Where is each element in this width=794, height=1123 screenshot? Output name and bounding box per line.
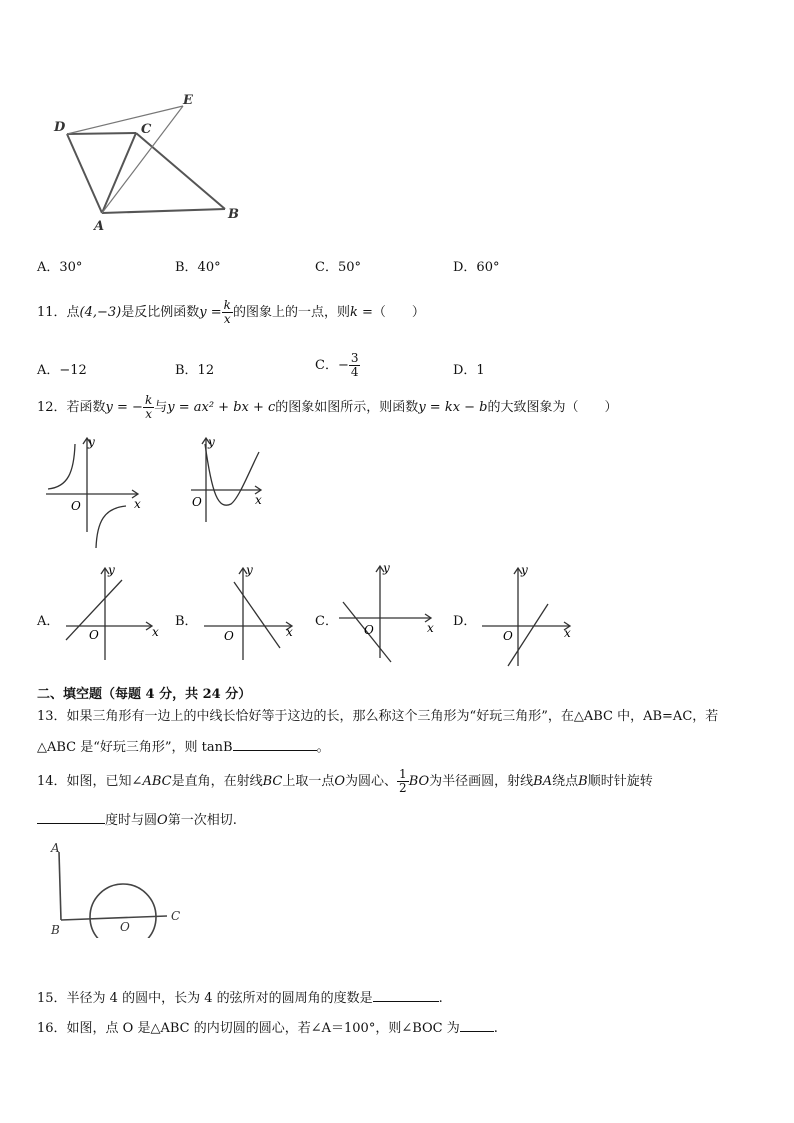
q14-o2: O (157, 813, 168, 828)
q13-line1: 13．如果三角形有一边上的中线长恰好等于这边的长，那么称这个三角形为“好玩三角形”，在△ABC 中，AB=AC，若 (37, 709, 719, 724)
q14-ba: BA (533, 774, 553, 789)
q12-option-d-graph[interactable] (478, 562, 588, 672)
q14-part4: 为圆心、 (345, 774, 398, 789)
q10-figure (50, 88, 250, 238)
q11-question (37, 298, 425, 328)
q14-bc: BC (262, 774, 283, 789)
q12-d-x: x (564, 626, 571, 640)
q12-b-y: y (246, 563, 253, 577)
q13-line2-prefix: △ABC 是“好玩三角形”，则 tanB (37, 740, 233, 755)
q11-k: k (349, 305, 358, 320)
q12-suffix: 的大致图象为（ ） (487, 400, 618, 415)
section-fill-blank-title: 二、填空题（每题 4 分，共 24 分） (37, 687, 252, 702)
q14-line2-end: 第一次相切. (167, 813, 237, 828)
q10-option-d[interactable]: D．60° (453, 260, 500, 275)
q14-line2 (37, 811, 237, 829)
q14-bo: BO (408, 774, 430, 789)
q16-prefix: 16．如图，点 O 是△ABC 的内切圆的圆心，若∠A＝100°，则∠BOC 为 (37, 1021, 460, 1036)
q10-option-b[interactable]: B．40° (175, 260, 221, 275)
label-E: E (183, 93, 193, 108)
q12-f1-den: x (145, 407, 152, 421)
q12-a-x: x (152, 625, 159, 639)
q14-part5: 为半径画圆，射线 (429, 774, 534, 789)
q12-a-y: y (108, 563, 115, 577)
q12-mid: 的图象如图所示，则函数 (275, 400, 419, 415)
q12-c-y: y (383, 561, 390, 575)
q11-end: =（ ） (357, 305, 425, 320)
q11-option-d[interactable]: D．1 (453, 363, 485, 378)
q12-option-a-label[interactable]: A． (37, 614, 60, 629)
q11-frac-den: x (223, 312, 231, 326)
q11-fraction (222, 299, 233, 326)
q12-d-o: O (503, 629, 513, 643)
q11-frac-num: k (223, 298, 231, 312)
q11-point: (4,−3) (79, 305, 122, 320)
q14-part6: 绕点 (552, 774, 579, 789)
q10-option-c[interactable]: C．50° (315, 260, 361, 275)
q12-f2: y = ax² + bx + c (167, 400, 276, 415)
label-B: B (228, 207, 239, 222)
q14-fraction (397, 768, 409, 795)
q14-label-O: O (120, 920, 130, 934)
q12-g2-x: x (255, 493, 262, 507)
q14-line2-suffix: 度时与圆 (105, 813, 158, 828)
q11-option-c-fraction (349, 352, 361, 379)
q16-answer-blank[interactable] (460, 1019, 494, 1032)
q11-func-lhs: y = (199, 305, 222, 320)
q12-g2-o: O (192, 495, 202, 509)
q15-question (37, 989, 443, 1007)
q15-suffix: . (438, 991, 443, 1006)
q12-b-x: x (286, 625, 293, 639)
q14-figure (45, 838, 195, 938)
q12-f1-fraction (143, 394, 154, 421)
q14-label-B: B (51, 923, 60, 937)
q12-question (37, 393, 618, 423)
q12-option-d-label[interactable]: D． (453, 614, 477, 629)
q14-line1 (37, 766, 653, 798)
q10-option-a[interactable]: A．30° (37, 260, 83, 275)
q12-g2-y: y (208, 435, 215, 449)
q12-with: 与 (154, 400, 168, 415)
q12-g1-o: O (71, 499, 81, 513)
q14-o: O (334, 774, 346, 789)
q11-prefix: 11．点 (37, 305, 80, 320)
q12-g1-x: x (134, 497, 141, 511)
q14-label-C: C (171, 909, 181, 923)
q12-option-c-graph[interactable] (335, 560, 445, 670)
q12-d-y: y (521, 563, 528, 577)
q12-f1-lhs: y = − (105, 400, 143, 415)
q11-mid: 是反比例函数 (121, 305, 200, 320)
q14-frac-den: 2 (399, 781, 407, 795)
label-C: C (141, 122, 152, 137)
q12-a-o: O (89, 628, 99, 642)
q14-part2: 是直角，在射线 (171, 774, 263, 789)
q11-option-c-prefix: C．− (315, 358, 349, 373)
q11-option-a[interactable]: A．−12 (37, 363, 87, 378)
q12-f1-num: k (144, 393, 153, 407)
q14-part7: 顺时针旋转 (587, 774, 653, 789)
q14-frac-num: 1 (399, 767, 407, 781)
label-A: A (94, 219, 105, 234)
q13-line2-suffix: 。 (316, 740, 330, 755)
q12-parabola-graph (185, 432, 275, 532)
q14-label-A: A (51, 841, 60, 855)
q14-part1: 14．如图，已知 (37, 774, 132, 789)
q14-part3: 上取一点 (282, 774, 335, 789)
q12-b-o: O (224, 629, 234, 643)
q16-question (37, 1019, 498, 1037)
q12-option-b-graph[interactable] (200, 562, 310, 672)
q15-prefix: 15．半径为 4 的圆中，长为 4 的弦所对的圆周角的度数是 (37, 991, 373, 1006)
q12-hyperbola-graph (42, 432, 152, 552)
q12-g1-y: y (88, 435, 95, 449)
q13-answer-blank[interactable] (233, 738, 317, 751)
q11-option-b[interactable]: B．12 (175, 363, 215, 378)
q12-option-a-graph[interactable] (60, 562, 170, 672)
q12-f3: y = kx − b (418, 400, 488, 415)
q15-answer-blank[interactable] (373, 989, 439, 1002)
q16-suffix: . (493, 1021, 498, 1036)
q14-angle: ∠ABC (131, 774, 172, 789)
q12-prefix: 12．若函数 (37, 400, 106, 415)
q13-line2 (37, 738, 330, 756)
q11-option-c[interactable] (315, 349, 360, 383)
q12-option-b-label[interactable]: B． (175, 614, 198, 629)
q11-option-c-den: 4 (350, 365, 359, 379)
label-D: D (54, 120, 66, 135)
q14-b: B (578, 774, 588, 789)
q12-c-x: x (427, 621, 434, 635)
q14-answer-blank[interactable] (37, 811, 105, 824)
q11-option-c-num: 3 (350, 351, 359, 365)
q12-c-o: O (364, 623, 374, 637)
q11-suffix: 的图象上的一点，则 (232, 305, 350, 320)
q12-option-c-label[interactable]: C． (315, 614, 338, 629)
